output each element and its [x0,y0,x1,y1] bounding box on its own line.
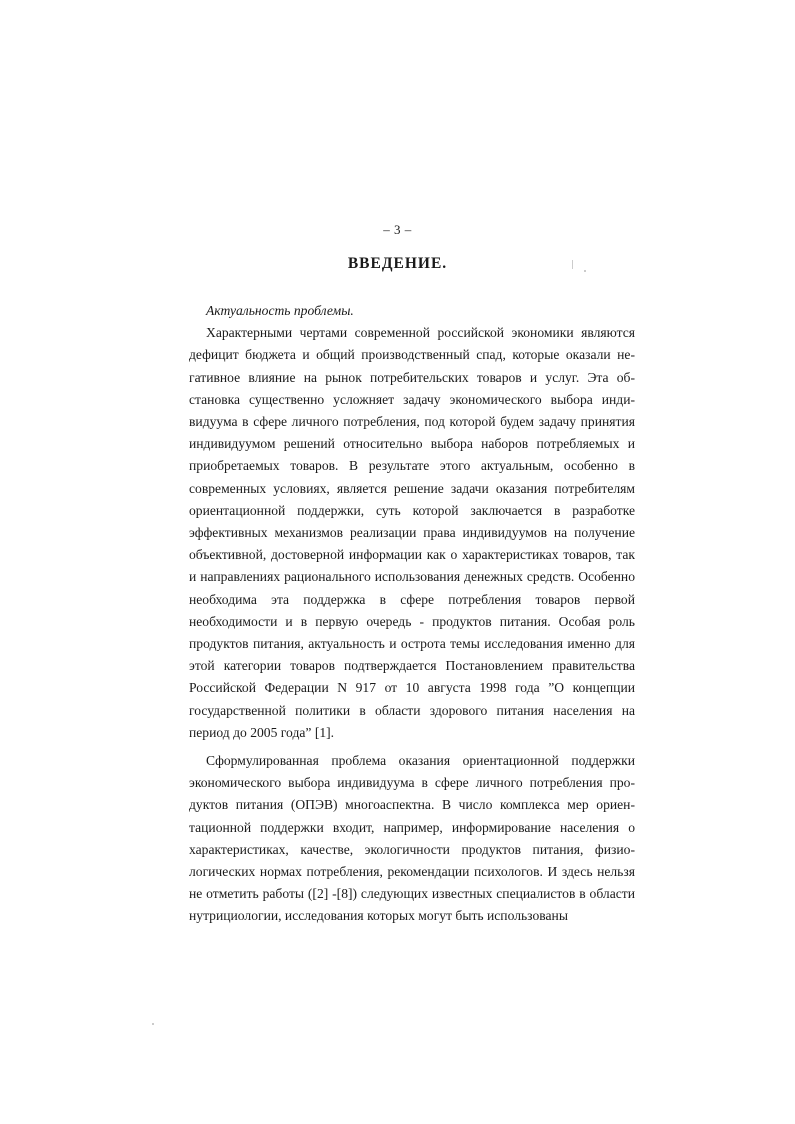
chapter-heading: ВВЕДЕНИЕ. [347,255,448,272]
paragraph-2: Сформулированная проблема оказания ориентационной поддержки экономического выбора индивидуума в сфере личного потребления продуктов питания (ОПЭВ) многоаспектна. В число комплекса мер ориентационной поддержки входит, например, информирование населения о характеристиках, качестве, экологичности продуктов питания, физиологических нормах потребления, рекомендации психологов. И здесь нельзя не отметить работы ([2] -[8]) следующих известных специалистов в области нутрициологии, исследования которых могут быть использованы [189,753,635,924]
paragraph-1: Характерными чертами современной российской экономики являются дефицит бюджета и общий производственный спад, которые оказали негативное влияние на рынок потребительских товаров и услуг. Эта обстановка существенно усложняет задачу экономического выбора индивидуума в сфере личного потребления, под которой будем задачу принятия индивидуумом решений относительно выбора наборов потребляемых и приобретаемых товаров. В результате этого актуальным, особенно в современных условиях, является решение задачи оказания потребителям ориентационной поддержки, суть которой заключается в разработке эффективных механизмов реализации права индивидуумов на получение объективной, достоверной информации как о характеристиках товаров, так и направлениях рационального использования денежных средств. Особенно необходима эта поддержка в сфере потребления товаров первой необходимости и в первую очередь - продуктов питания. Особая роль продуктов питания, актуальность и острота темы исследования именно для этой категории товаров подтверждается Постановлением правительства Российской Федерации N 917 от 10 августа 1998 года ”О концепции государственной политики в области здорового питания населения на период до 2005 года” [1]. [189,325,635,740]
page-number: – 3 – [383,222,412,237]
body-text [189,300,635,928]
section-title: Актуальность проблемы. [206,303,354,318]
scan-speck [152,1023,154,1025]
